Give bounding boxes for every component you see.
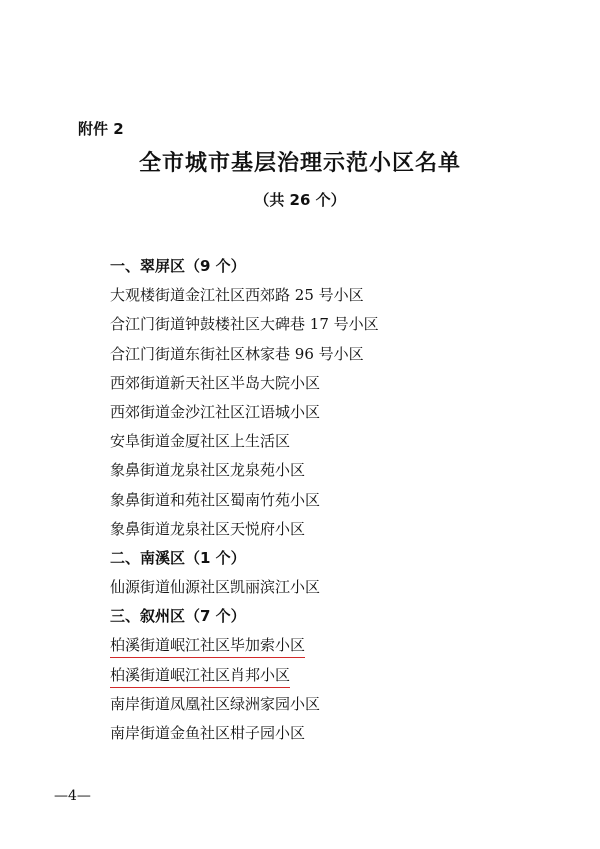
underlined-item-text: 柏溪街道岷江社区毕加索小区 <box>110 636 305 658</box>
list-item <box>110 340 550 369</box>
item-text: 合江门街道东街社区林家巷 96 号小区 <box>110 344 364 363</box>
list-item <box>110 427 550 456</box>
list-item <box>110 281 550 310</box>
item-text: 安阜街道金厦社区上生活区 <box>110 432 291 451</box>
item-text: 象鼻街道龙泉社区天悦府小区 <box>110 519 306 538</box>
item-text: 象鼻街道龙泉社区龙泉苑小区 <box>110 461 306 480</box>
list-item <box>110 456 550 485</box>
item-text: 仙源街道仙源社区凯丽滨江小区 <box>110 578 321 597</box>
attachment-label: 附件 2 <box>78 120 124 138</box>
page-subtitle: （共 26 个） <box>254 191 346 209</box>
list-item <box>110 398 550 427</box>
item-text: 西郊街道新天社区半岛大院小区 <box>110 373 321 392</box>
community-list <box>110 252 550 748</box>
list-item <box>110 690 550 719</box>
underlined-item-text: 柏溪街道岷江社区肖邦小区 <box>110 666 290 688</box>
list-item <box>110 631 550 660</box>
list-item <box>110 661 550 690</box>
item-text: 象鼻街道和苑社区蜀南竹苑小区 <box>110 490 321 509</box>
section-heading <box>110 544 550 573</box>
section-heading <box>110 602 550 631</box>
list-item <box>110 515 550 544</box>
list-item <box>110 310 550 339</box>
section-heading <box>110 252 550 281</box>
item-text: 一、翠屏区（9 个） <box>110 257 246 275</box>
item-text: 南岸街道金鱼社区柑子园小区 <box>110 724 306 742</box>
item-text: 南岸街道凤凰社区绿洲家园小区 <box>110 694 321 713</box>
list-item <box>110 486 550 515</box>
item-text: 大观楼街道金江社区西郊路 25 号小区 <box>110 286 364 305</box>
list-item <box>110 573 550 602</box>
list-item <box>110 369 550 398</box>
item-text: 三、叙州区（7 个） <box>110 607 246 626</box>
item-text: 合江门街道钟鼓楼社区大碑巷 17 号小区 <box>110 315 379 334</box>
item-text: 西郊街道金沙江社区江语城小区 <box>110 402 321 421</box>
item-text: 二、南溪区（1 个） <box>110 548 246 567</box>
page-number: —4— <box>54 788 91 804</box>
list-item <box>110 719 550 748</box>
page-title: 全市城市基层治理示范小区名单 <box>138 150 461 176</box>
